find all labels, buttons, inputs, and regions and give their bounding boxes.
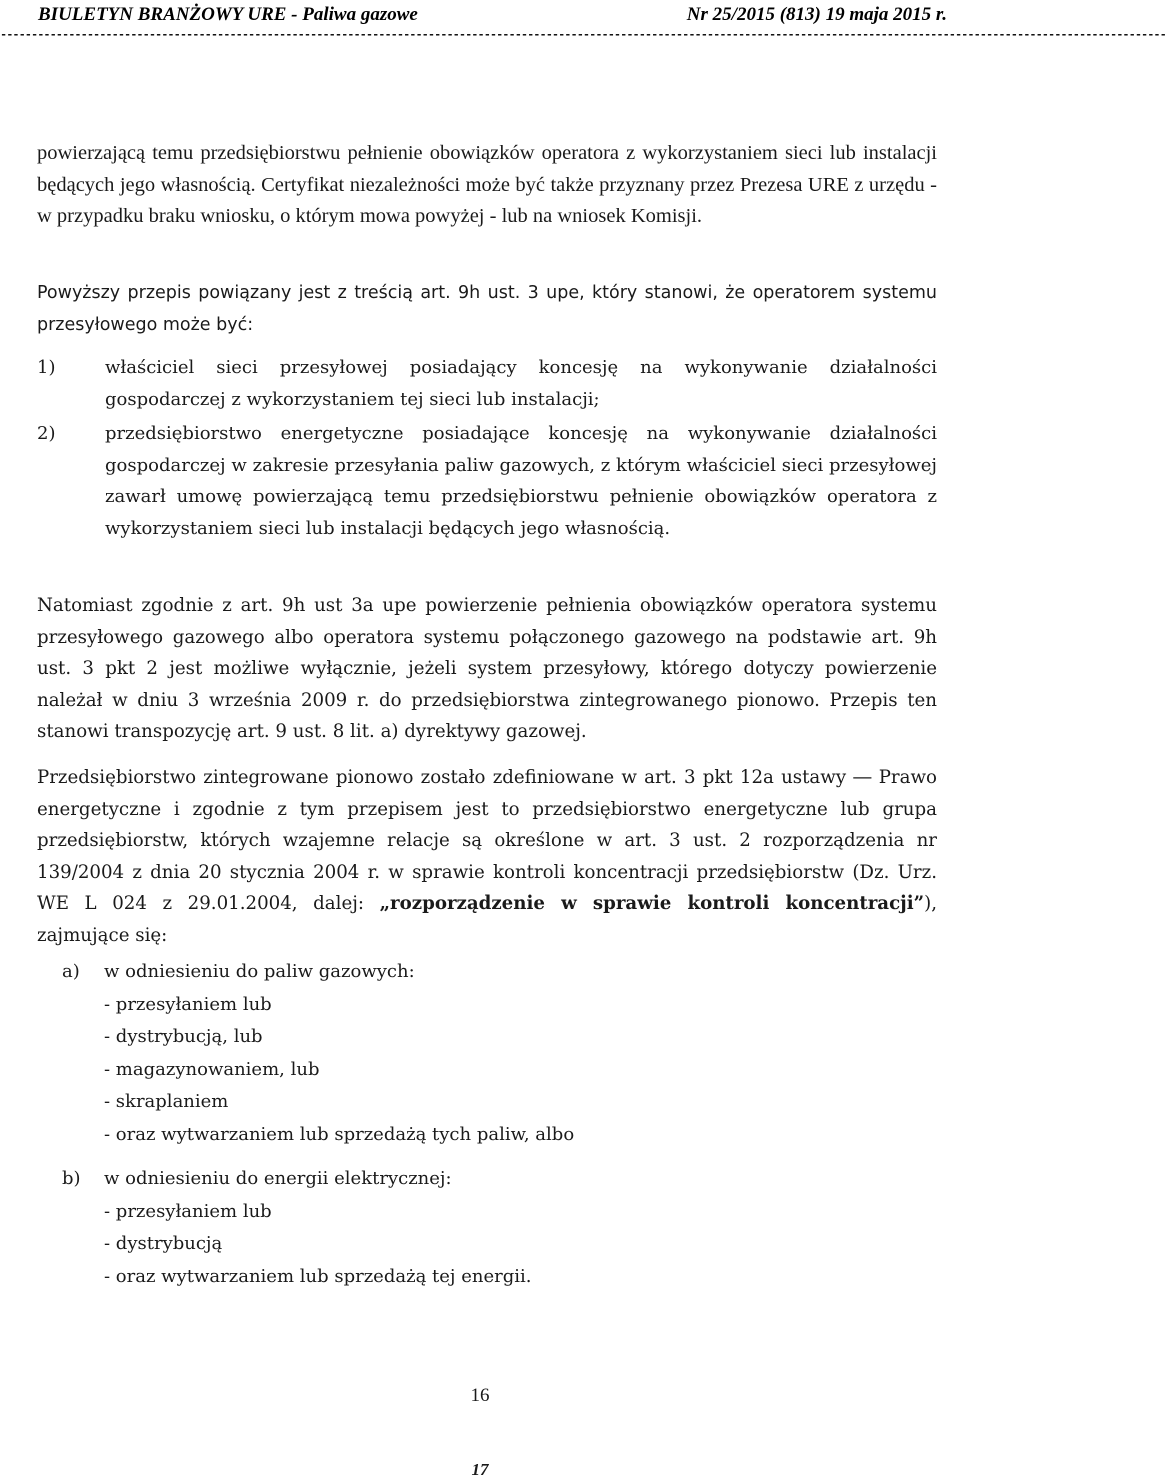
list-item-text: w odniesieniu do energii elektrycznej:: [104, 1168, 452, 1189]
list-item-number: 1): [37, 357, 56, 378]
list-item-text: przedsiębiorstwo energetyczne posiadające koncesję na wykonywanie działalności gospodarczej w zakresie przesyłania paliw gazowych, z którym właściciel sieci przesyłowej zawarł umowę powierzającą temu przedsiębiorstwu pełnienie obowiązków operatora z wykorzystaniem sieci lub instalacji będących jego własnością.: [105, 423, 937, 539]
list-item-number: 2): [37, 423, 56, 444]
sub-item: - dystrybucją, lub: [104, 1026, 263, 1047]
sub-item: - dystrybucją: [104, 1233, 223, 1254]
list-item: [62, 956, 922, 989]
activity-list: [62, 956, 922, 1293]
paragraph-1: powierzającą temu przedsiębiorstwu pełnienie obowiązków operatora z wykorzystaniem sieci lub instalacji będących jego własnością. Certyfikat niezależności może być także przyznany przez Prezesa URE z urzędu - w przypadku braku wniosku, o którym mowa powyżej - lub na wniosek Komisji.: [37, 142, 937, 227]
paragraph-4-bold: „rozporządzenie w sprawie kontroli koncentracji”: [379, 893, 925, 914]
paragraph-4-start: Przedsiębiorstwo zintegrowane pionowo zostało zdefiniowane w art. 3 pkt 12a ustawy ― Prawo energetyczne i zgodnie z tym przepisem jest to przedsiębiorstwo energetyczne lub grupa przedsiębiorstw, których wzajemne relacje są określone w art. 3 ust. 2 rozporządzenia nr 139/2004 z dnia 20 stycznia 2004 r. w sprawie kontroli koncentracji przedsiębiorstw (Dz. Urz. WE L 024 z 29.01.2004, dalej:: [37, 767, 937, 914]
page-number: 16: [470, 1385, 490, 1406]
operator-list: [37, 352, 937, 547]
sub-item: - przesyłaniem lub: [104, 993, 272, 1015]
sub-item: - skraplaniem: [104, 1091, 229, 1112]
page-number-bottom: 17: [471, 1460, 489, 1479]
bulletin-title: BIULETYN BRANŻOWY URE - Paliwa gazowe: [38, 4, 418, 25]
header-divider: --------------------------------------------------------------------------------------------------------------------------------------------------------------------------------------------: [0, 28, 1166, 42]
list-item-label: b): [62, 1168, 81, 1189]
issue-info: Nr 25/2015 (813) 19 maja 2015 r.: [686, 4, 947, 25]
list-item: [37, 418, 937, 544]
paragraph-4: [37, 762, 937, 951]
list-item: [62, 1163, 922, 1196]
sub-item: - przesyłaniem lub: [104, 1200, 272, 1222]
paragraph-2: Powyższy przepis powiązany jest z treścią art. 9h ust. 3 upe, który stanowi, że operatorem systemu przesyłowego może być:: [37, 283, 937, 335]
list-item-text: w odniesieniu do paliw gazowych:: [104, 961, 415, 982]
paragraph-4-end: ), zajmujące się:: [37, 893, 938, 946]
list-item-label: a): [62, 961, 80, 982]
sub-item: - oraz wytwarzaniem lub sprzedażą tej energii.: [104, 1265, 532, 1287]
sub-item: - oraz wytwarzaniem lub sprzedażą tych paliw, albo: [104, 1123, 575, 1145]
paragraph-3: Natomiast zgodnie z art. 9h ust 3a upe powierzenie pełnienia obowiązków operatora systemu przesyłowego gazowego albo operatora systemu połączonego gazowego na podstawie art. 9h ust. 3 pkt 2 jest możliwe wyłącznie, jeżeli system przesyłowy, którego dotyczy powierzenie należał w dniu 3 września 2009 r. do przedsiębiorstwa zintegrowanego pionowo. Przepis ten stanowi transpozycję art. 9 ust. 8 lit. a) dyrektywy gazowej.: [37, 595, 937, 742]
sub-item: - magazynowaniem, lub: [104, 1058, 320, 1080]
document-header: [32, 4, 947, 28]
list-item: [37, 352, 937, 415]
list-item-text: właściciel sieci przesyłowej posiadający koncesję na wykonywanie działalności gospodarczej z wykorzystaniem tej sieci lub instalacji;: [105, 357, 937, 410]
